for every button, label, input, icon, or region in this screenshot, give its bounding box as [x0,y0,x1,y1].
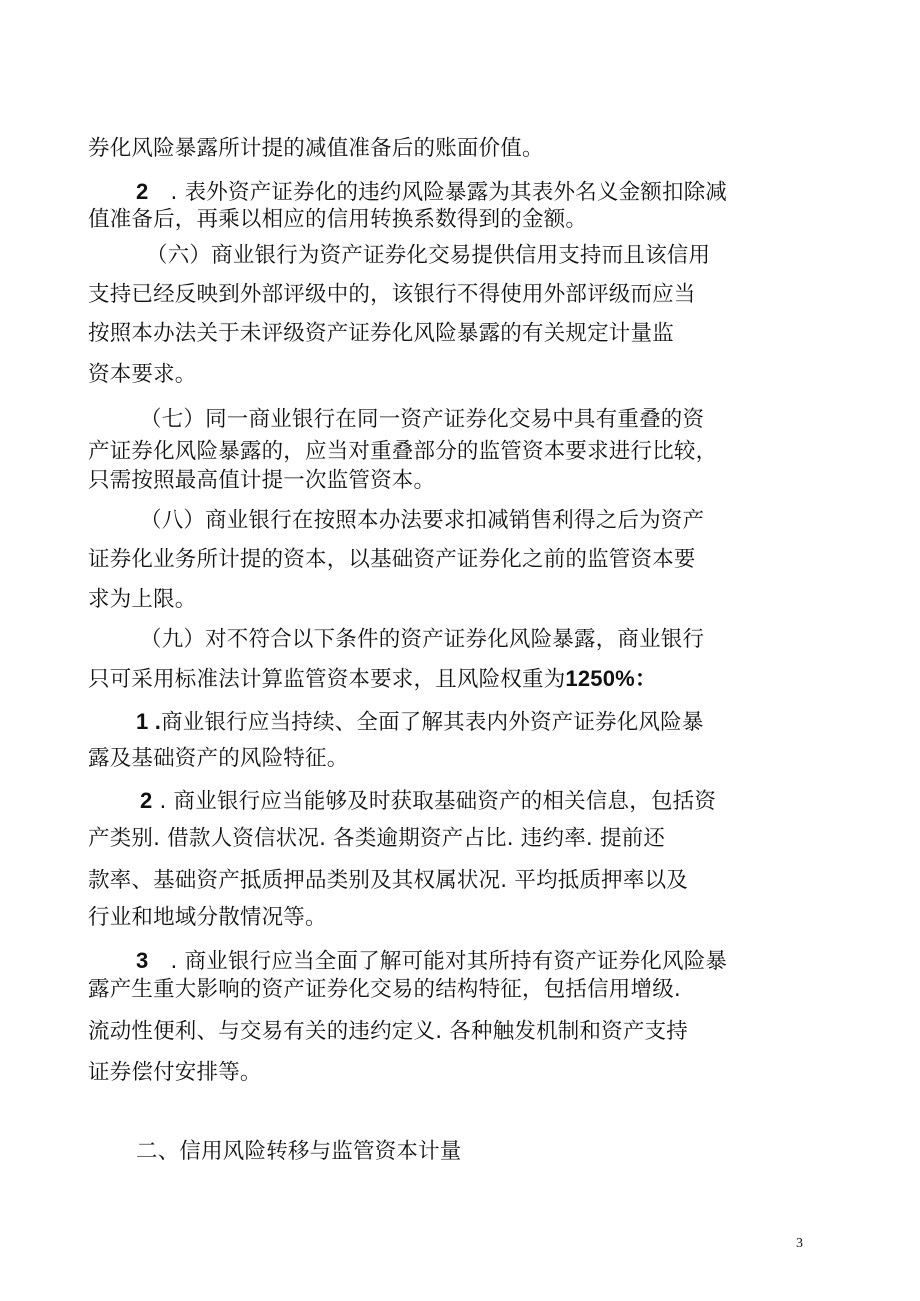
line-text: （六）商业银行为资产证券化交易提供信用支持而且该信用 [146,243,711,268]
line-text: 流动性便利、与交易有关的违约定义. 各种触发机制和资产支持 [88,1019,688,1044]
line-text: 证券化业务所计提的资本，以基础资产证券化之前的监管资本要 [88,547,696,572]
line-text: （九）对不符合以下条件的资产证券化风险暴露，商业银行 [140,627,705,652]
line-text: 支持已经反映到外部评级中的，该银行不得使用外部评级而应当 [88,282,696,307]
paragraph-line [88,545,696,575]
line-text: 只可采用标准法计算监管资本要求，且风险权重为 [88,667,566,692]
paragraph-line [140,506,704,536]
item-number: 2 [140,788,153,813]
line-text: 按照本办法关于未评级资产证券化风险暴露的有关规定计量监 [88,321,674,346]
paragraph-line [140,786,716,817]
line-text: 商业银行应当持续、全面了解其表内外资产证券化风险暴 [161,710,704,735]
item-number: 3 [136,948,149,973]
page-number: 3 [796,1236,803,1251]
line-text: 资本要求。 [88,362,197,387]
line-text: 露及基础资产的风险特征。 [88,746,349,771]
paragraph-line [136,707,704,738]
line-text: 款率、基础资产抵质押品类别及其权属状况. 平均抵质押率以及 [88,868,688,893]
line-text: （七）同一商业银行在同一资产证券化交易中具有重叠的资 [140,407,705,432]
paragraph-line [140,625,704,655]
line-text: 产类别. 借款人资信状况. 各类逾期资产占比. 违约率. 提前还 [88,826,666,851]
paragraph-line [136,177,727,208]
line-text: 行业和地域分散情况等。 [88,905,327,930]
line-text: 证券偿付安排等。 [88,1060,262,1085]
paragraph-line [136,946,727,977]
line-text: 露产生重大影响的资产证券化交易的结构特征，包括信用增级. [88,977,681,1002]
paragraph-line [88,866,688,896]
line-text: （八）商业银行在按照本办法要求扣减销售利得之后为资产 [140,508,705,533]
item-number: 1 . [136,709,162,734]
line-text: 产证券化风险暴露的，应当对重叠部分的监管资本要求进行比较， [88,439,718,464]
paragraph-line [88,585,197,615]
item-number: 2 [136,179,149,204]
paragraph-line [88,205,587,235]
line-text: . 商业银行应当能够及时获取基础资产的相关信息，包括资 [159,789,717,814]
paragraph-line [88,975,681,1005]
paragraph-line [88,744,348,774]
paragraph-line [146,241,710,271]
paragraph-line [88,437,717,467]
paragraph-line [88,360,197,390]
paragraph-line [88,1017,688,1047]
line-text: 求为上限。 [88,587,197,612]
paragraph-line [88,824,665,854]
line-text: 值准备后，再乘以相应的信用转换系数得到的金额。 [88,207,588,232]
paragraph-line [88,280,696,310]
line-text: 只需按照最高值计提一次监管资本。 [88,468,436,493]
paragraph-line [88,664,657,695]
section-heading [136,1137,462,1167]
line-text: . 表外资产证券化的违约风险暴露为其表外名义金额扣除减 [170,180,728,205]
paragraph-line [88,319,674,349]
line-text: . 商业银行应当全面了解可能对其所持有资产证券化风险暴 [170,949,728,974]
paragraph-line [88,903,327,933]
risk-weight-value: 1250%： [565,666,658,691]
paragraph-line [88,466,435,496]
line-text: 券化风险暴露所计提的减值准备后的账面价值。 [88,136,544,161]
paragraph-line [140,405,704,435]
paragraph-line [88,1058,262,1088]
heading-text: 二、信用风险转移与监管资本计量 [136,1139,462,1164]
paragraph-line [88,134,544,164]
